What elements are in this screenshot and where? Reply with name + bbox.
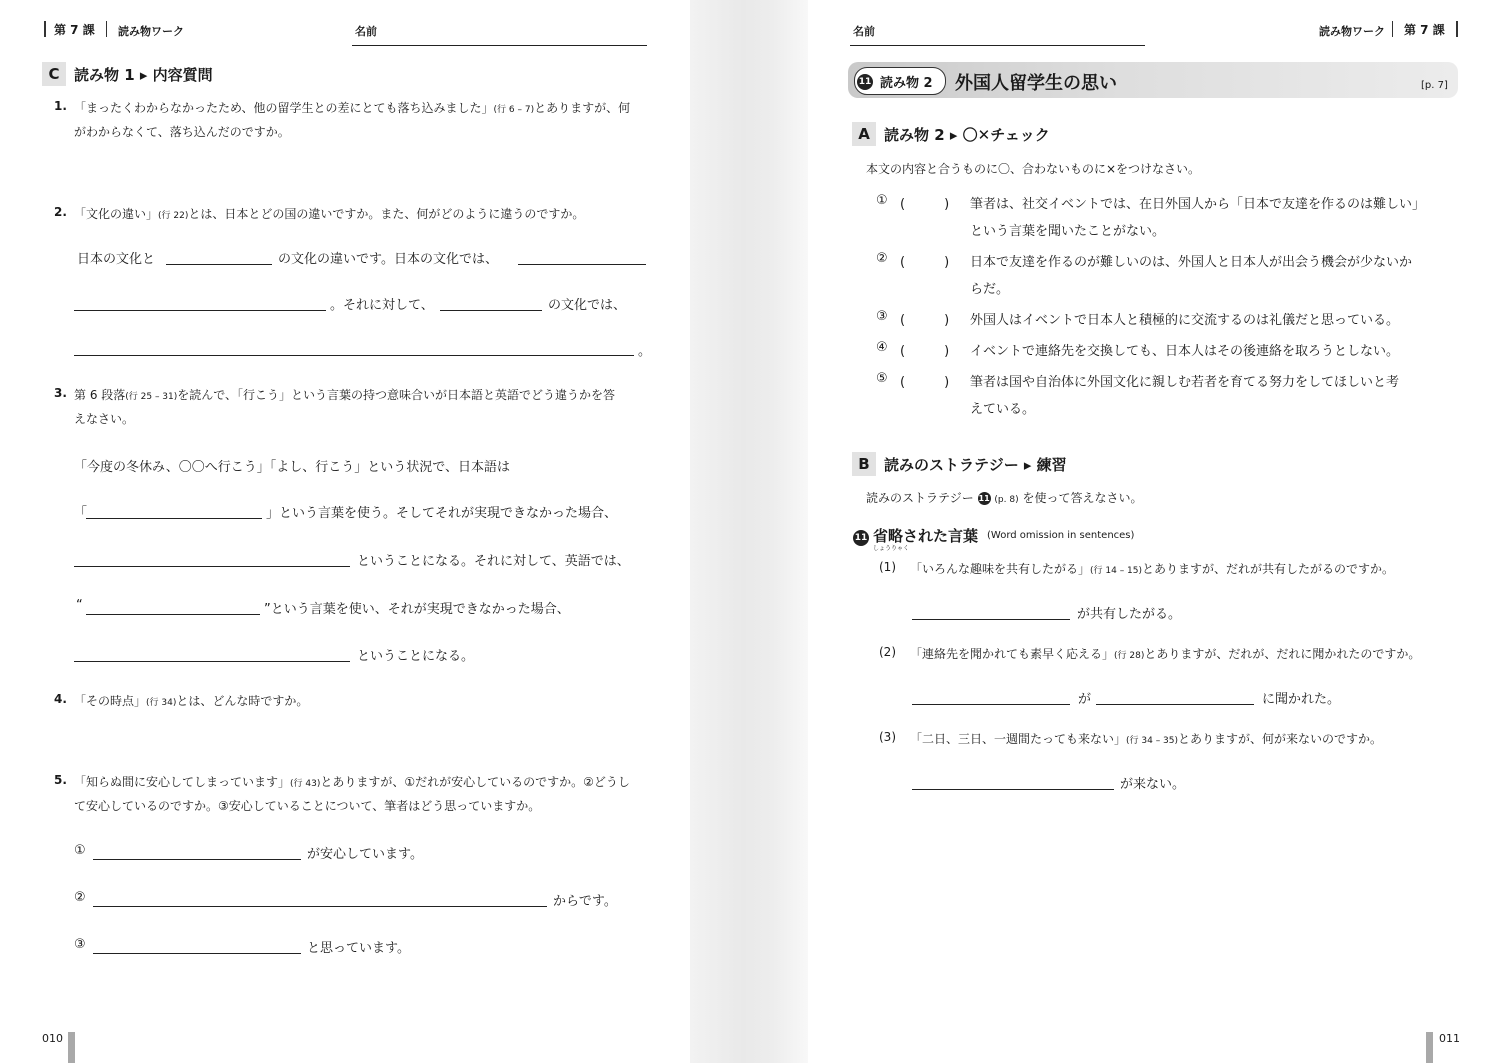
instruction-text: 本文の内容と合うものに〇、合わないものに×をつけなさい。: [866, 162, 1201, 176]
header-divider: [1456, 21, 1458, 37]
name-label: 名前: [355, 25, 377, 38]
question-text: 「その時点」(行 34)とは、どんな時ですか。: [74, 694, 309, 708]
fill-text: が: [1078, 692, 1092, 707]
answer-blank[interactable]: [166, 264, 272, 265]
answer-blank[interactable]: [74, 566, 350, 567]
fill-text: “: [76, 598, 83, 613]
question-number: 5.: [54, 773, 67, 787]
fill-text: からです。: [553, 894, 617, 909]
answer-blank[interactable]: [74, 661, 350, 662]
question-text: 「いろんな趣味を共有したがる」(行 14 – 15)とありますが、だれが共有したがるのですか。: [910, 562, 1395, 576]
section-label: 読み物ワーク: [1319, 25, 1385, 38]
item-text: 日本で友達を作るのが難しいのは、外国人と日本人が出会う機会が少ないか: [970, 255, 1413, 270]
fill-text: ”という言葉を使い、それが実現できなかった場合、: [264, 602, 570, 617]
fill-text: の文化の違いです。日本の文化では、: [278, 252, 498, 267]
answer-marker: ③: [74, 937, 86, 952]
name-field[interactable]: [352, 45, 647, 46]
header-divider: [1392, 21, 1393, 37]
answer-paren[interactable]: ( ): [900, 313, 950, 328]
page-reference: [p. 7]: [1421, 80, 1448, 91]
item-text: 筆者は国や自治体に外国文化に親しむ若者を育てる努力をしてほしいと考: [970, 375, 1400, 390]
section-title: 読み物 1 ▸ 内容質問: [74, 66, 213, 84]
header-divider: [44, 21, 46, 37]
reading-title: 外国人留学生の思い: [955, 73, 1117, 94]
item-marker: ④: [876, 340, 888, 355]
fill-text: が安心しています。: [307, 847, 423, 862]
item-text: という言葉を聞いたことがない。: [970, 224, 1166, 239]
fill-text: と思っています。: [307, 941, 410, 956]
strategy-subtitle: (Word omission in sentences): [987, 530, 1135, 541]
strategy-title: 省略された言葉: [873, 527, 979, 545]
answer-paren[interactable]: ( ): [900, 197, 950, 212]
question-text: がわからなくて、落ち込んだのですか。: [74, 125, 290, 139]
item-text: 筆者は、社交イベントでは、在日外国人から「日本で友達を作るのは難しい」: [970, 197, 1426, 212]
question-number: 2.: [54, 205, 67, 219]
page-edge-marker: [68, 1032, 75, 1063]
answer-blank[interactable]: [518, 264, 646, 265]
fill-text: 。それに対して、: [330, 298, 434, 313]
name-label: 名前: [853, 25, 875, 38]
question-text: 「まったくわからなかったため、他の留学生との差にとても落ち込みました」(行 6 – 7)とありますが、何: [74, 101, 631, 115]
fill-text: 。: [638, 344, 652, 359]
answer-marker: ①: [74, 843, 86, 858]
answer-blank[interactable]: [74, 310, 326, 311]
furigana: しょうりゃく: [873, 545, 910, 552]
question-text: 「知らぬ間に安心してしまっています」(行 43)とありますが、①だれが安心しているのですか。②どうし: [74, 775, 630, 789]
name-field[interactable]: [850, 45, 1145, 46]
page-number: 010: [42, 1032, 63, 1045]
page-edge-marker: [1426, 1032, 1433, 1063]
strategy-number-icon: 11: [978, 494, 990, 503]
item-marker: ②: [876, 251, 888, 266]
lesson-label: 第 7 課: [54, 23, 95, 37]
answer-blank[interactable]: [86, 614, 260, 615]
item-marker: ①: [876, 193, 888, 208]
fill-text: の文化では、: [548, 298, 627, 313]
question-number: 4.: [54, 692, 67, 706]
item-text: らだ。: [970, 282, 1010, 297]
answer-blank[interactable]: [93, 859, 301, 860]
answer-paren[interactable]: ( ): [900, 344, 950, 359]
fill-text: 日本の文化と: [77, 252, 156, 267]
answer-blank[interactable]: [86, 518, 262, 519]
answer-marker: ②: [74, 890, 86, 905]
item-text: 外国人はイベントで日本人と積極的に交流するのは礼儀だと思っている。: [970, 313, 1400, 328]
page-number: 011: [1439, 1032, 1460, 1045]
section-title: 読みのストラテジー ▸ 練習: [884, 456, 1067, 474]
answer-blank[interactable]: [912, 789, 1114, 790]
fill-text: に聞かれた。: [1262, 692, 1341, 707]
question-number: 1.: [54, 99, 67, 113]
question-text: 「文化の違い」(行 22)とは、日本とどの国の違いですか。また、何がどのように違うのですか。: [74, 207, 585, 221]
fill-text: 「: [74, 506, 88, 521]
fill-text: が来ない。: [1120, 777, 1186, 792]
question-text: 「二日、三日、一週間たっても来ない」(行 34 – 35)とありますが、何が来ないのですか。: [910, 732, 1383, 746]
question-number: (1): [879, 560, 896, 574]
answer-paren[interactable]: ( ): [900, 375, 950, 390]
question-number: (2): [879, 645, 896, 659]
question-text: て安心しているのですか。③安心していることについて、筆者はどう思っていますか。: [74, 799, 541, 813]
item-text: えている。: [970, 402, 1036, 417]
answer-blank[interactable]: [912, 704, 1070, 705]
question-text: 第 6 段落(行 25 – 31)を読んで、「行こう」という言葉の持つ意味合いが日本語と英語でどう違うかを答: [74, 388, 616, 402]
item-marker: ⑤: [876, 371, 888, 386]
header-divider: [106, 21, 107, 37]
answer-paren[interactable]: ( ): [900, 255, 950, 270]
answer-blank[interactable]: [912, 619, 1070, 620]
fill-text: 」という言葉を使う。そしてそれが実現できなかった場合、: [266, 506, 618, 521]
item-text: イベントで連絡先を交換しても、日本人はその後連絡を取ろうとしない。: [970, 344, 1400, 359]
question-text: 「連絡先を聞かれても素早く応える」(行 28)とありますが、だれが、だれに聞かれたのですか。: [910, 647, 1421, 661]
answer-blank[interactable]: [440, 310, 542, 311]
strategy-icon: 11: [853, 527, 869, 546]
answer-blank[interactable]: [74, 355, 634, 356]
answer-blank[interactable]: [93, 906, 547, 907]
section-label: 読み物ワーク: [118, 25, 184, 38]
section-letter-b: B: [852, 452, 876, 476]
item-marker: ③: [876, 309, 888, 324]
lesson-label: 第 7 課: [1404, 23, 1445, 37]
answer-blank[interactable]: [1096, 704, 1254, 705]
question-number: 3.: [54, 386, 67, 400]
instruction-text: 読みのストラテジー 11 (p. 8) を使って答えなさい。: [866, 491, 1143, 505]
section-letter-a: A: [852, 122, 876, 146]
answer-blank[interactable]: [93, 953, 301, 954]
unit-number-icon: 11: [857, 71, 873, 90]
section-letter-c: C: [42, 62, 66, 86]
reading-label: 読み物 2: [880, 76, 933, 91]
page-gutter: [690, 0, 808, 1063]
question-number: (3): [879, 730, 896, 744]
fill-text: が共有したがる。: [1077, 607, 1182, 622]
fill-text: ということになる。: [357, 649, 475, 664]
fill-text: 「今度の冬休み、〇〇へ行こう」「よし、行こう」という状況で、日本語は: [74, 460, 511, 475]
section-title: 読み物 2 ▸ 〇✕チェック: [884, 126, 1050, 144]
fill-text: ということになる。それに対して、英語では、: [357, 554, 630, 569]
question-text: えなさい。: [74, 412, 135, 426]
